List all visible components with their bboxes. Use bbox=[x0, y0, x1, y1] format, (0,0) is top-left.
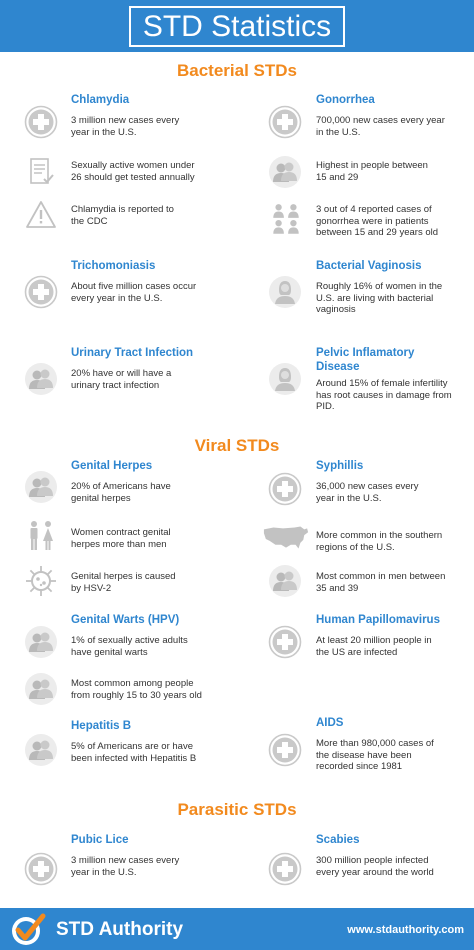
section-title-viral: Viral STDs bbox=[194, 436, 280, 455]
woman-icon bbox=[268, 362, 302, 396]
item-title: Genital Warts (HPV) bbox=[71, 614, 180, 626]
item-text: Around 15% of female infertility has root causes in damage from PID. bbox=[316, 378, 452, 412]
item-text: Genital herpes is caused by HSV-2 bbox=[71, 571, 176, 594]
medical-cross-icon bbox=[24, 105, 58, 139]
list-item-gonorrhea-age bbox=[316, 160, 474, 183]
medical-cross-icon bbox=[268, 472, 302, 506]
medical-cross-icon bbox=[268, 625, 302, 659]
item-title: Bacterial Vaginosis bbox=[316, 260, 422, 272]
list-item-chlamydia-test bbox=[71, 160, 261, 183]
header-bar bbox=[0, 0, 474, 52]
item-text: More than 980,000 cases of the disease have been recorded since 1981 bbox=[316, 738, 434, 772]
item-text: 3 million new cases every year in the U.S. bbox=[71, 115, 180, 138]
item-text: Sexually active women under 26 should get tested annually bbox=[71, 160, 195, 183]
item-text: Most common in men between 35 and 39 bbox=[316, 571, 446, 594]
people-icon bbox=[268, 155, 302, 189]
list-item-herpes-gender bbox=[71, 527, 261, 550]
section-title-parasitic: Parasitic STDs bbox=[177, 800, 297, 819]
item-text: 3 million new cases every year in the U.S. bbox=[71, 855, 180, 878]
list-item-hpv-age bbox=[71, 678, 261, 701]
item-text: 3 out of 4 reported cases of gonorrhea were in patients between 15 and 29 years old bbox=[316, 204, 439, 238]
item-text: At least 20 million people in the US are infected bbox=[316, 635, 432, 658]
item-text: 700,000 new cases every year in the U.S. bbox=[316, 115, 445, 138]
medical-cross-icon bbox=[268, 733, 302, 767]
section-title-bacterial: Bacterial STDs bbox=[177, 61, 297, 80]
man-woman-icon bbox=[24, 519, 58, 553]
woman-icon bbox=[268, 275, 302, 309]
people-icon bbox=[268, 564, 302, 598]
list-item-genital-warts bbox=[71, 613, 261, 658]
people-icon bbox=[24, 625, 58, 659]
checkmark-logo-icon bbox=[8, 912, 48, 948]
list-item-gonorrhea bbox=[316, 93, 474, 138]
item-text: 20% have or will have a urinary tract infection bbox=[71, 368, 172, 391]
medical-cross-icon bbox=[24, 275, 58, 309]
item-title: Scabies bbox=[316, 834, 360, 846]
item-text: About five million cases occur every year in the U.S. bbox=[71, 281, 197, 304]
item-title: Chlamydia bbox=[71, 94, 130, 106]
item-text: Women contract genital herpes more than men bbox=[71, 527, 171, 550]
item-text: Most common among people from roughly 15 to 30 years old bbox=[71, 678, 202, 701]
item-title: Hepatitis B bbox=[71, 720, 132, 732]
list-item-syphilis-region bbox=[316, 530, 474, 553]
medical-cross-icon bbox=[268, 105, 302, 139]
group-icon bbox=[268, 198, 304, 242]
brand-name: STD Authority bbox=[56, 919, 184, 940]
item-title: Trichomoniasis bbox=[71, 260, 156, 272]
medical-cross-icon bbox=[24, 852, 58, 886]
people-icon bbox=[24, 733, 58, 767]
list-item-uti bbox=[71, 346, 261, 391]
item-title: Human Papillomavirus bbox=[316, 614, 440, 626]
item-text: More common in the southern regions of the U.S. bbox=[316, 530, 443, 553]
item-title: Pubic Lice bbox=[71, 834, 129, 846]
list-item-human-papillomavirus bbox=[316, 613, 474, 658]
footer-bar bbox=[0, 908, 474, 950]
people-icon bbox=[24, 672, 58, 706]
list-item-chlamydia-cdc bbox=[71, 204, 261, 227]
list-item-syphilis-men bbox=[316, 571, 474, 594]
list-item-pubic-lice bbox=[71, 833, 261, 878]
list-item-aids bbox=[316, 716, 474, 773]
item-text: Chlamydia is reported to the CDC bbox=[71, 204, 174, 227]
item-text: 36,000 new cases every year in the U.S. bbox=[316, 481, 419, 504]
item-title: Urinary Tract Infection bbox=[71, 347, 194, 359]
item-text: Highest in people between 15 and 29 bbox=[316, 160, 428, 183]
people-icon bbox=[24, 470, 58, 504]
item-title: AIDS bbox=[316, 717, 344, 729]
list-item-herpes-cause bbox=[71, 571, 261, 594]
medical-cross-icon bbox=[268, 852, 302, 886]
usa-map-icon bbox=[262, 523, 310, 553]
list-item-gonorrhea-cases bbox=[316, 204, 474, 239]
item-text: 1% of sexually active adults have genital warts bbox=[71, 635, 188, 658]
page-title: STD Statistics bbox=[129, 6, 345, 47]
item-title: Gonorrhea bbox=[316, 94, 375, 106]
website-link[interactable]: www.stdauthority.com bbox=[347, 924, 464, 936]
list-item-genital-herpes bbox=[71, 459, 261, 504]
warning-icon bbox=[24, 198, 58, 232]
list-item-scabies bbox=[316, 833, 474, 878]
list-item-bacterial-vaginosis bbox=[316, 259, 474, 316]
list-item-hepatitis-b bbox=[71, 719, 261, 764]
item-text: 300 million people infected every year around the world bbox=[316, 855, 434, 878]
item-text: Roughly 16% of women in the U.S. are living with bacterial vaginosis bbox=[316, 281, 443, 315]
item-title: Genital Herpes bbox=[71, 460, 153, 472]
people-icon bbox=[24, 362, 58, 396]
virus-icon bbox=[24, 564, 58, 598]
item-title: Pelvic Inflamatory Disease bbox=[316, 347, 415, 373]
list-item-trichomoniasis bbox=[71, 259, 261, 304]
list-item-pid bbox=[316, 346, 474, 413]
checklist-icon bbox=[24, 155, 58, 189]
item-title: Syphillis bbox=[316, 460, 364, 472]
list-item-chlamydia bbox=[71, 93, 261, 138]
list-item-syphilis bbox=[316, 459, 474, 504]
item-text: 20% of Americans have genital herpes bbox=[71, 481, 171, 504]
item-text: 5% of Americans are or have been infected with Hepatitis B bbox=[71, 741, 197, 764]
